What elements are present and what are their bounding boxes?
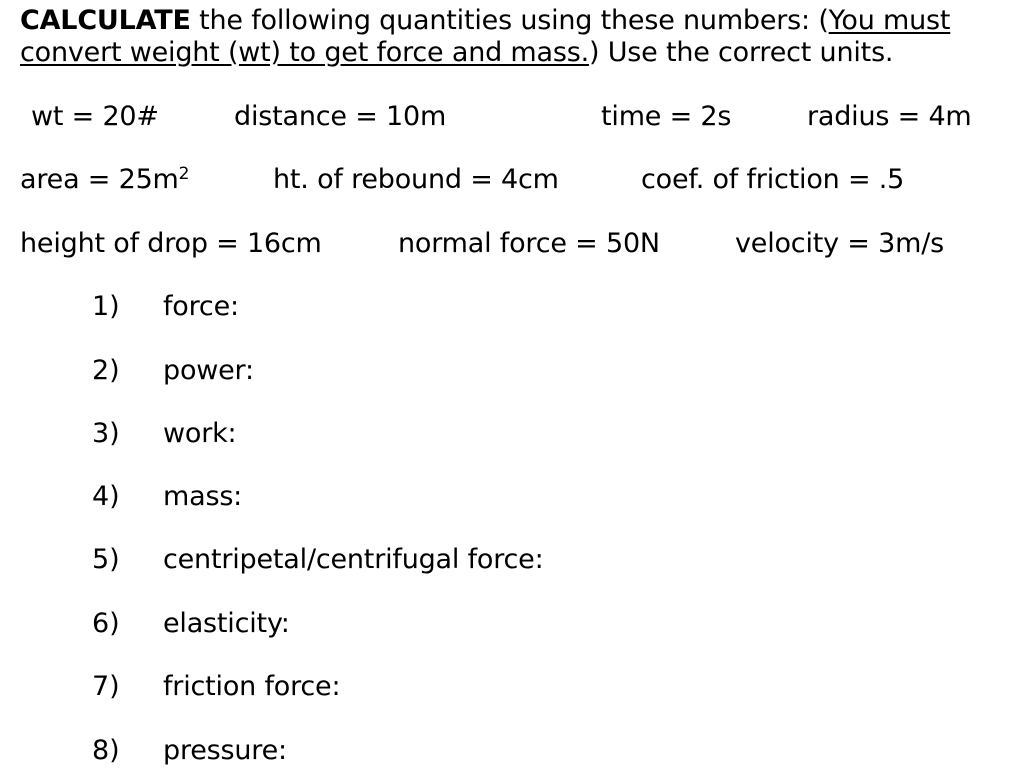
question-4-label: mass: [163,481,243,512]
question-4-number: 4) [92,481,120,512]
given-area-exponent: 2 [178,164,190,184]
question-3-number: 3) [92,418,120,449]
instructions-lead: CALCULATE [20,5,191,36]
instructions-text-end: ) Use the correct units. [589,37,894,68]
question-6-label: elasticity: [163,608,290,639]
question-8-label: pressure: [163,735,287,766]
question-3-label: work: [163,418,237,449]
question-5-label: centripetal/centrifugal force: [163,544,544,575]
given-time: time = 2s [601,101,732,132]
instructions-text: the following quantities using these numbers: ( [190,5,829,36]
given-radius: radius = 4m [807,101,972,132]
question-6-number: 6) [92,608,120,639]
given-velocity: velocity = 3m/s [735,228,944,259]
question-2-label: power: [163,355,254,386]
question-5-number: 5) [92,544,120,575]
question-2-number: 2) [92,355,120,386]
given-area-text: area = 25m [20,164,179,195]
given-weight: wt = 20# [31,101,159,132]
instructions-underlined-note: You must convert weight (wt) to get force and mass. [20,5,951,68]
given-distance: distance = 10m [234,101,447,132]
given-drop-height: height of drop = 16cm [20,228,322,259]
given-rebound-height: ht. of rebound = 4cm [273,164,559,195]
question-7-number: 7) [92,671,120,702]
question-7-label: friction force: [163,671,341,702]
instructions [20,5,1015,69]
question-8-number: 8) [92,735,120,766]
given-friction-coefficient: coef. of friction = .5 [641,164,905,195]
question-1-label: force: [163,291,239,322]
given-normal-force: normal force = 50N [398,228,660,259]
question-1-number: 1) [92,291,120,322]
given-area [20,164,189,196]
